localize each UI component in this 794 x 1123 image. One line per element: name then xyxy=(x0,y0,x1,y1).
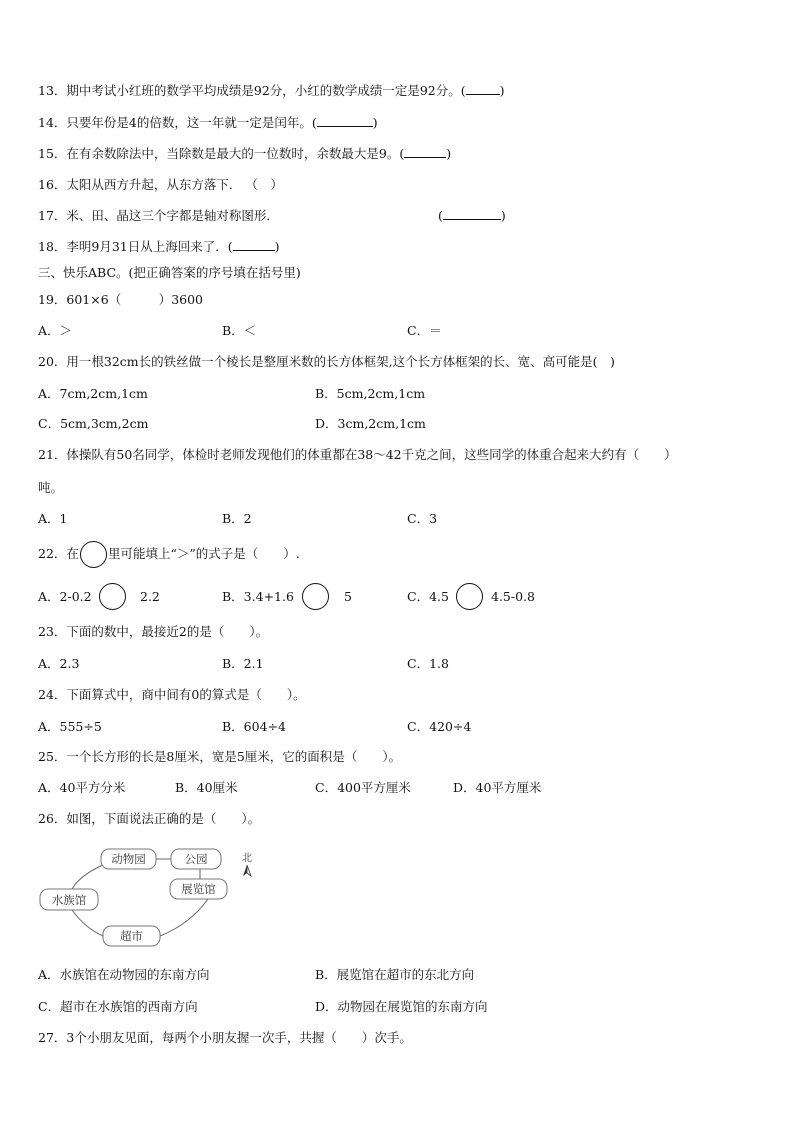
question-16 xyxy=(38,176,283,194)
q22-option-b-right: 5 xyxy=(344,589,352,604)
question-27-text: 27．3个小朋友见面，每两个小朋友握一次手，共握（ ）次手。 xyxy=(38,1030,412,1045)
question-13 xyxy=(38,82,505,100)
question-15 xyxy=(38,145,451,163)
q24-option-c[interactable]: C．420÷4 xyxy=(407,719,472,734)
q22-option-c-right: 4.5-0.8 xyxy=(491,589,535,604)
direction-map xyxy=(30,840,270,955)
q23-option-a[interactable]: A．2.3 xyxy=(38,656,80,671)
answer-blank[interactable] xyxy=(233,238,275,251)
answer-blank[interactable] xyxy=(466,82,500,95)
answer-blank[interactable] xyxy=(443,207,501,220)
path-zoo-aquarium xyxy=(72,864,105,889)
question-16-text: 16．太阳从西方升起，从东方落下． （ ） xyxy=(38,177,283,192)
section-3-heading: 三、快乐ABC。(把正确答案的序号填在括号里) xyxy=(38,265,301,280)
q26-option-d[interactable]: D．动物园在展览馆的东南方向 xyxy=(315,999,488,1014)
question-23-text: 23．下面的数中，最接近2的是（ ）。 xyxy=(38,624,269,639)
q25-option-d[interactable]: D．40平方厘米 xyxy=(453,780,542,795)
question-25-text: 25．一个长方形的长是8厘米，宽是5厘米，它的面积是（ ）。 xyxy=(38,749,402,764)
q20-option-b[interactable]: B．5cm,2cm,1cm xyxy=(315,386,426,401)
q23-option-c[interactable]: C．1.8 xyxy=(407,656,449,671)
north-arrow-icon xyxy=(243,865,251,876)
q21-option-b[interactable]: B．2 xyxy=(222,511,252,526)
q22-option-a-right: 2.2 xyxy=(140,589,160,604)
q23-option-b[interactable]: B．2.1 xyxy=(222,656,264,671)
q25-option-c[interactable]: C．400平方厘米 xyxy=(315,780,411,795)
q21-option-a[interactable]: A．1 xyxy=(38,511,68,526)
question-17-answer xyxy=(438,207,506,225)
question-26-text: 26．如图，下面说法正确的是（ ）。 xyxy=(38,811,261,826)
q25-option-a[interactable]: A．40平方分米 xyxy=(38,780,126,795)
answer-blank[interactable] xyxy=(404,145,446,158)
circle-blank-icon xyxy=(80,541,107,568)
paren-close: ) xyxy=(372,115,378,130)
q19-option-b[interactable]: B．＜ xyxy=(222,323,257,338)
question-21-text-cont: 吨。 xyxy=(38,480,64,495)
paren-open: ( xyxy=(438,208,443,223)
question-17 xyxy=(38,207,279,225)
map-label-market: 超市 xyxy=(120,929,143,943)
circle-blank-icon xyxy=(456,583,483,610)
q24-option-b[interactable]: B．604÷4 xyxy=(222,719,286,734)
path-aquarium-market xyxy=(72,910,103,936)
paren-close: ) xyxy=(499,83,505,98)
question-22-pre: 22．在 xyxy=(38,546,79,561)
q25-option-b[interactable]: B．40厘米 xyxy=(175,780,238,795)
question-14-text: 14．只要年份是4的倍数，这一年就一定是闰年。( xyxy=(38,115,317,130)
question-14 xyxy=(38,114,378,132)
map-label-park: 公园 xyxy=(184,852,208,866)
circle-blank-icon xyxy=(99,583,126,610)
q26-option-b[interactable]: B．展览馆在超市的东北方向 xyxy=(315,967,475,982)
q22-option-b[interactable]: B．3.4+1.6 xyxy=(222,589,294,604)
q24-option-a[interactable]: A．555÷5 xyxy=(38,719,102,734)
question-22-post: 里可能填上“＞”的式子是（ ）. xyxy=(108,546,300,561)
paren-close: ) xyxy=(500,208,506,223)
q26-option-a[interactable]: A．水族馆在动物园的东南方向 xyxy=(38,967,210,982)
question-18 xyxy=(38,238,280,256)
q20-option-a[interactable]: A．7cm,2cm,1cm xyxy=(38,386,148,401)
question-24-text: 24．下面算式中，商中间有0的算式是（ ）。 xyxy=(38,687,306,702)
map-label-north: 北 xyxy=(242,853,252,864)
question-21-text: 21．体操队有50名同学，体检时老师发现他们的体重都在38～42千克之间，这些同学的体重合起来大约有（ ） xyxy=(38,447,677,462)
circle-blank-icon xyxy=(302,583,329,610)
question-19-text: 19．601×6（ ）3600 xyxy=(38,292,204,307)
q20-option-d[interactable]: D．3cm,2cm,1cm xyxy=(315,416,426,431)
question-17-text: 17．米、田、晶这三个字都是轴对称图形． xyxy=(38,208,279,223)
question-15-text: 15．在有余数除法中，当除数是最大的一位数时，余数最大是9。( xyxy=(38,146,405,161)
map-label-aquarium: 水族馆 xyxy=(51,893,87,907)
paren-close: ) xyxy=(274,239,280,254)
question-18-text: 18．李明9月31日从上海回来了．( xyxy=(38,239,233,254)
q20-option-c[interactable]: C．5cm,3cm,2cm xyxy=(38,416,149,431)
q21-option-c[interactable]: C．3 xyxy=(407,511,438,526)
q26-option-c[interactable]: C．超市在水族馆的西南方向 xyxy=(38,999,198,1014)
q22-option-c[interactable]: C．4.5 xyxy=(407,589,449,604)
q19-option-a[interactable]: A．＞ xyxy=(38,323,73,338)
paren-close: ) xyxy=(446,146,452,161)
q22-option-a[interactable]: A．2-0.2 xyxy=(38,589,92,604)
path-market-exhibit xyxy=(160,899,208,936)
map-label-zoo: 动物园 xyxy=(111,852,146,866)
answer-blank[interactable] xyxy=(317,114,373,127)
question-13-text: 13．期中考试小红班的数学平均成绩是92分，小红的数学成绩一定是92分。( xyxy=(38,83,466,98)
q19-option-c[interactable]: C．＝ xyxy=(407,323,442,338)
map-label-exhibit: 展览馆 xyxy=(181,882,216,896)
question-20-text: 20．用一根32cm长的铁丝做一个棱长是整厘米数的长方体框架,这个长方体框架的长、宽、高可能是( ) xyxy=(38,354,615,369)
